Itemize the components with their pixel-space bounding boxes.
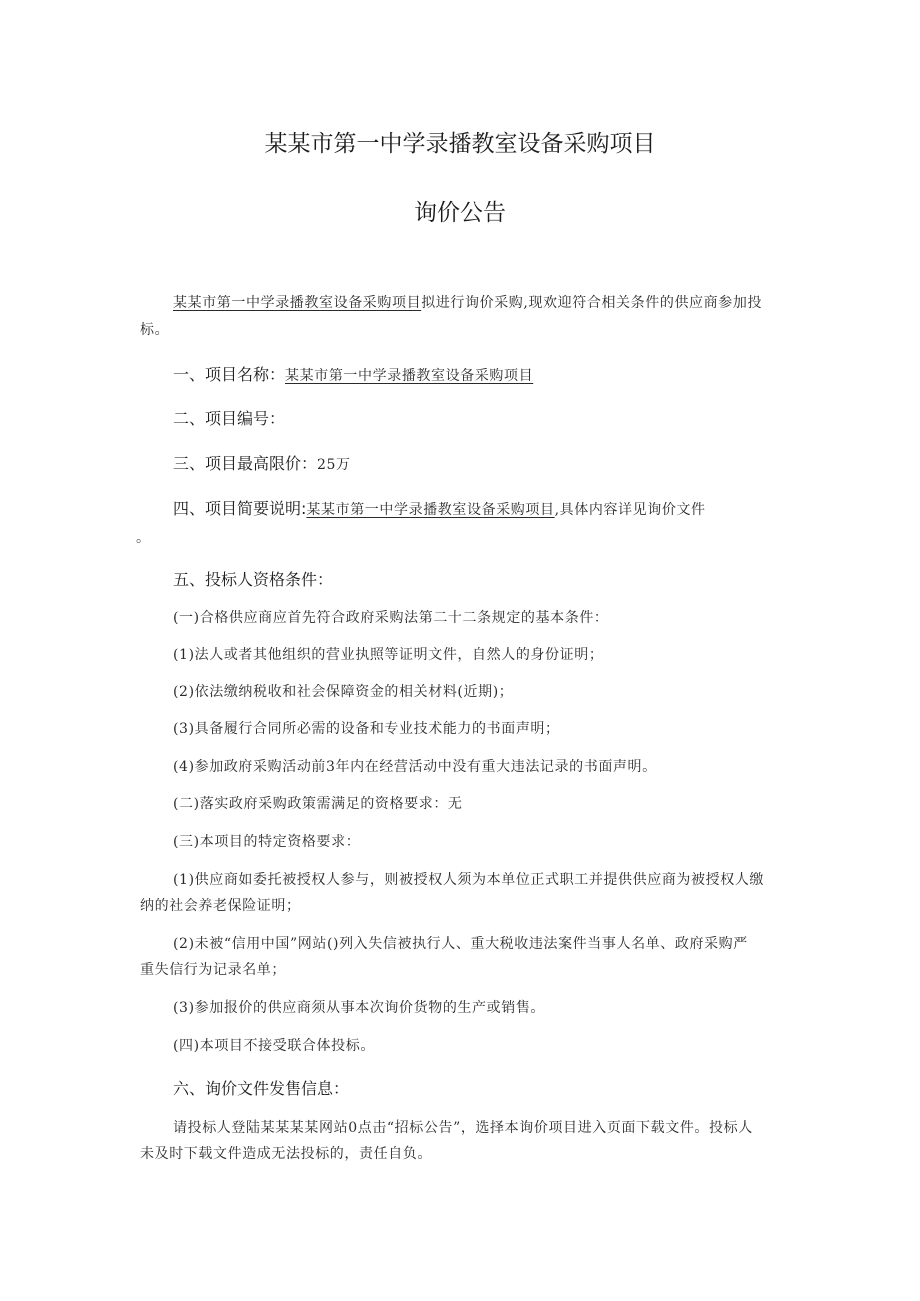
qualification-item: (二)落实政府采购政策需满足的资格要求：无 <box>173 796 463 812</box>
section-project-number <box>173 408 285 430</box>
qualification-item: (3)具备履行合同所必需的设备和专业技术能力的书面声明； <box>173 721 560 737</box>
section5-label: 五、投标人资格条件： <box>173 570 334 589</box>
intro-paragraph-line1 <box>173 293 780 313</box>
no-consortium-item: (四)本项目不接受联合体投标。 <box>173 1038 375 1054</box>
section3-value: 25万 <box>317 457 351 473</box>
section4-tail: 。 <box>136 530 151 546</box>
section4-label: 四、项目简要说明: <box>173 499 307 518</box>
intro-text: 拟进行询价采购,现欢迎符合相关条件的供应商参加投 <box>421 295 763 311</box>
section1-value: 某某市第一中学录播教室设备采购项目 <box>285 368 534 384</box>
document-sale-line1: 请投标人登陆某某某某网站0点击“招标公告”，选择本询价项目进入页面下载文件。投标人 <box>173 1120 753 1136</box>
qualification-item: (一)合格供应商应首先符合政府采购法第二十二条规定的基本条件： <box>173 610 609 626</box>
document-subtitle: 询价公告 <box>414 200 506 226</box>
special-requirement-2-line1: (2)未被“信用中国”网站()列入失信被执行人、重大税收违法案件当事人名单、政府采购严 <box>173 936 748 952</box>
special-requirement-3: (3)参加报价的供应商须从事本次询价货物的生产或销售。 <box>173 1000 546 1016</box>
section6-label: 六、询价文件发售信息： <box>173 1079 350 1098</box>
section-brief-description <box>173 498 706 521</box>
section-max-price <box>173 453 351 476</box>
special-requirement-1-line1: (1)供应商如委托被授权人参与，则被授权人须为本单位正式职工并提供供应商为被授权人缴 <box>173 872 765 888</box>
qualification-item: (1)法人或者其他组织的营业执照等证明文件，自然人的身份证明； <box>173 647 604 663</box>
special-requirement-1-line2: 纳的社会养老保险证明； <box>140 898 301 914</box>
document-sale-line2: 未及时下载文件造成无法投标的，责任自负。 <box>140 1146 432 1162</box>
special-requirement-2-line2: 重失信行为记录名单； <box>140 962 286 978</box>
document-title: 某某市第一中学录播教室设备采购项目 <box>264 131 656 157</box>
section4-suffix: ,具体内容详见询价文件 <box>554 502 706 518</box>
section1-label: 一、项目名称： <box>173 365 286 384</box>
qualification-item: (4)参加政府采购活动前3年内在经营活动中没有重大违法记录的书面声明。 <box>173 759 657 775</box>
qualification-item: (三)本项目的特定资格要求： <box>173 834 361 850</box>
section-project-name <box>173 364 533 387</box>
intro-project-name: 某某市第一中学录播教室设备采购项目 <box>173 295 422 311</box>
section4-value: 某某市第一中学录播教室设备采购项目 <box>306 502 555 518</box>
section-qualifications <box>173 569 333 591</box>
intro-paragraph-line2: 标。 <box>140 322 170 338</box>
section-document-sale <box>173 1078 349 1100</box>
section2-label: 二、项目编号： <box>173 409 286 428</box>
qualification-item: (2)依法缴纳税收和社会保障资金的相关材料(近期)； <box>173 684 514 700</box>
section3-label: 三、项目最高限价： <box>173 454 318 473</box>
